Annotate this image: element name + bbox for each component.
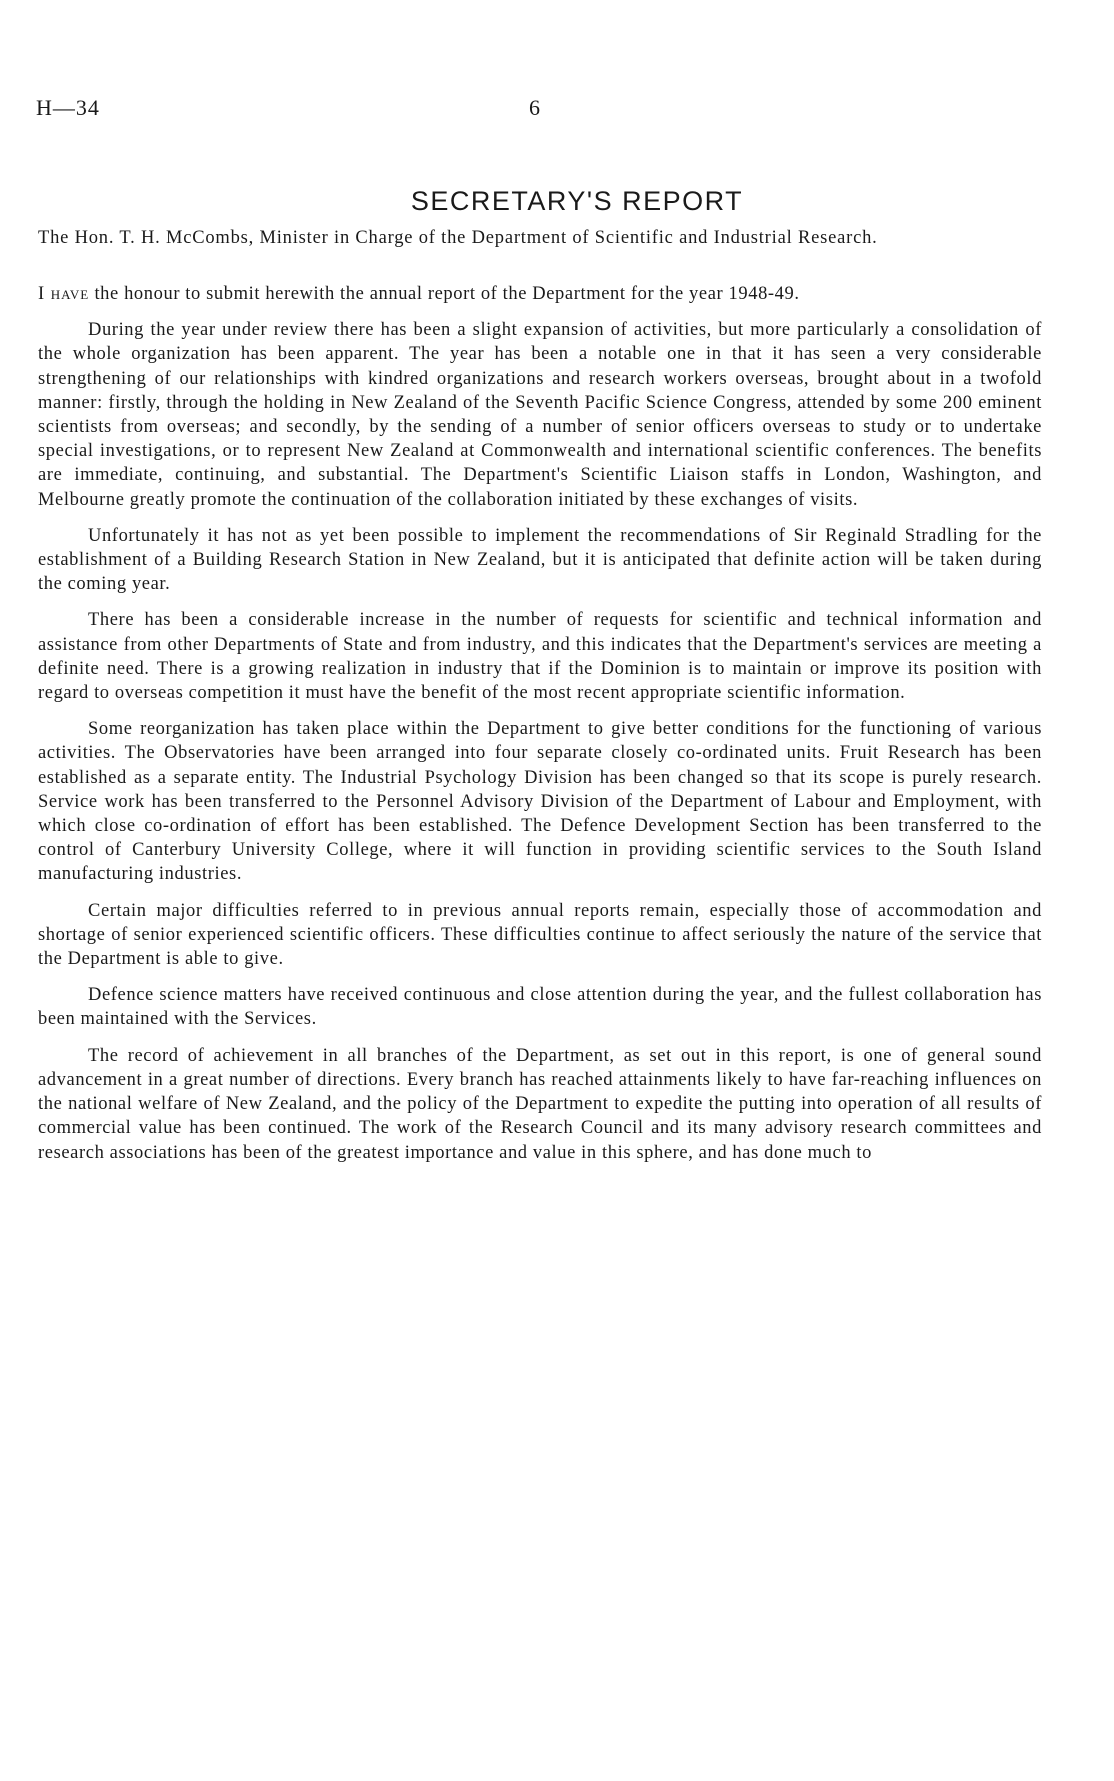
paragraph-building-research: Unfortunately it has not as yet been possible to implement the recommendations of Sir Reginald Stradling for the establishment of a Building Research Station in New Zealand, but it is anticipated that definite action will be taken during the coming year. xyxy=(38,525,1042,595)
opening-paragraph xyxy=(38,282,1042,306)
opening-rest: the honour to submit herewith the annual report of the Department for the year 1948-49. xyxy=(89,284,800,304)
page-id: H—34 xyxy=(36,95,100,120)
paragraph-achievement: The record of achievement in all branches of the Department, as set out in this report, is one of general sound advancement in a great number of directions. Every branch has reached attainments likely to have far-reaching influences on the national welfare of New Zealand, and the policy of the Department to expedite the putting into operation of all results of commercial value has been continued. The work of the Research Council and its many advisory research committees and research associations has been of the greatest importance and value in this sphere, and has done much to xyxy=(38,1045,1042,1163)
report-title: SECRETARY'S REPORT xyxy=(410,186,744,216)
page-header xyxy=(36,95,1036,125)
paragraph-activities: During the year under review there has been a slight expansion of activities, but more particularly a consolidation of the whole organization has been apparent. The year has been a notable one in that it has seen a very considerable strengthening of our relationships with kindred organizations and research workers overseas, brought about in a twofold manner: firstly, through the holding in New Zealand of the Seventh Pacific Science Congress, attended by some 200 eminent scientists from overseas; and secondly, by the sending of a number of senior officers overseas to study or to undertake special investigations, or to represent New Zealand at Commonwealth and international scientific conferences. The benefits are immediate, continuing, and substantial. The Department's Scientific Liaison staffs in London, Washington, and Melbourne greatly promote the continuation of the collaboration initiated by these exchanges of visits. xyxy=(38,320,1042,510)
page-number: 6 xyxy=(529,95,540,120)
report-body xyxy=(38,282,1042,1177)
paragraph-information-requests: There has been a considerable increase in the number of requests for scientific and technical information and assistance from other Departments of State and from industry, and this indicates that the Department's services are meeting a definite need. There is a growing realization in industry that if the Dominion is to maintain or improve its position with regard to overseas competition it must have the benefit of the most recent appropriate scientific information. xyxy=(38,610,1042,704)
opening-lead: I have xyxy=(38,284,90,304)
paragraph-defence-science: Defence science matters have received continuous and close attention during the year, and the fullest collaboration has been maintained with the Services. xyxy=(38,985,1042,1030)
paragraph-difficulties: Certain major difficulties referred to in previous annual reports remain, especially those of accommodation and shortage of senior experienced scientific officers. These difficulties continue to affect seriously the nature of the service that the Department is able to give. xyxy=(38,900,1042,970)
paragraph-reorganization: Some reorganization has taken place within the Department to give better conditions for the functioning of various activities. The Observatories have been arranged into four separate closely co-ordinated units. Fruit Research has been established as a separate entity. The Industrial Psychology Division has been changed so that its scope is purely research. Service work has been transferred to the Personnel Advisory Division of the Department of Labour and Employment, with which close co-ordination of effort has been established. The Defence Development Section has been transferred to the control of Canterbury University College, where it will function in providing scientific services to the South Island manufacturing industries. xyxy=(38,719,1042,885)
addressee: The Hon. T. H. McCombs, Minister in Charge of the Department of Scientific and Industrial Research. xyxy=(38,228,878,248)
